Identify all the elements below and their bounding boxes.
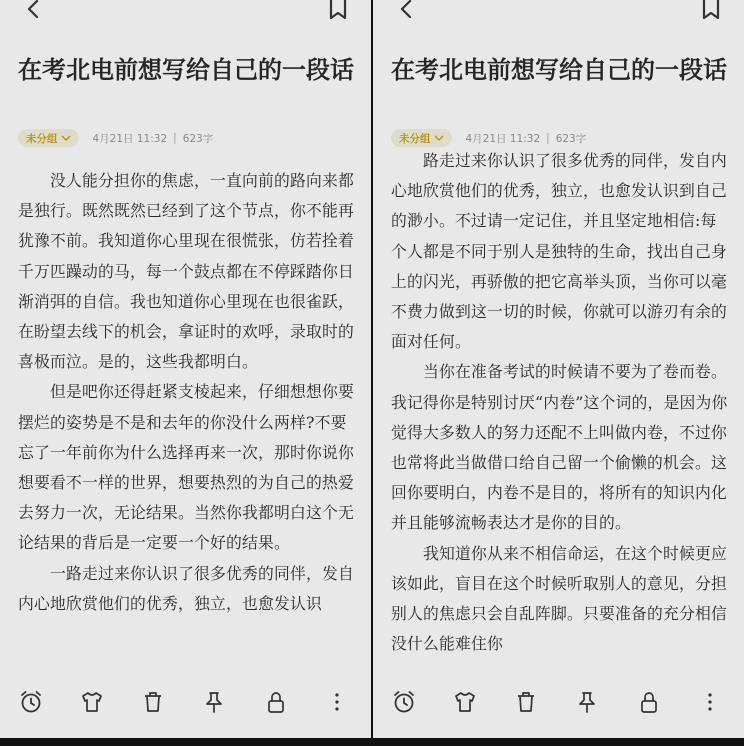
note-date: 4月21日 11:32 (465, 132, 541, 145)
note-date: 4月21日 11:32 (92, 132, 168, 145)
lock-icon[interactable] (637, 690, 661, 714)
pin-icon[interactable] (575, 690, 599, 714)
bookmark-icon[interactable] (700, 0, 722, 22)
alarm-icon[interactable] (392, 690, 416, 714)
trash-icon[interactable] (514, 690, 538, 714)
top-bar (373, 0, 744, 30)
group-label: 未分组 (399, 132, 431, 145)
group-selector[interactable] (18, 129, 79, 147)
note-meta (18, 127, 213, 149)
chevron-down-icon (434, 135, 444, 141)
group-selector[interactable] (391, 129, 452, 147)
paragraph: 我知道你从来不相信命运，在这个时候更应该如此，盲目在这个时候听取别人的意见，分担别人的焦虑只会自乱阵脚。只要准备的充分相信没什么能难住你 (391, 543, 727, 654)
paragraph: 但是吧你还得赶紧支棱起来，仔细想想你要摆烂的姿势是不是和去年的你没什么两样?不要忘了一年前你为什么选择再来一次，那时你说你想要看不一样的世界，想要热烈的为自己的热爱去努力一次，无论结果。当然你我都明白这个无论结果的背后是一定要一个好的结果。 (18, 382, 354, 553)
paragraph: 当你在准备考试的时候请不要为了卷而卷。我记得你是特别讨厌“内卷”这个词的，是因为你觉得大多数人的努力还配不上叫做内卷，不过你也常将此当做借口给自己留一个偷懒的机会。这回你要明白，内卷不是目的，将所有的知识内化并且能够流畅表达才是你的目的。 (391, 362, 728, 533)
note-title[interactable]: 在考北电前想写给自己的一段话 (391, 56, 727, 84)
bottom-strip (0, 738, 744, 746)
bookmark-icon[interactable] (327, 0, 349, 22)
note-body[interactable] (18, 166, 355, 675)
group-label: 未分组 (26, 132, 58, 145)
word-count: 623字 (182, 132, 214, 145)
back-arrow-icon[interactable] (395, 0, 419, 22)
lock-icon[interactable] (264, 690, 288, 714)
note-title[interactable]: 在考北电前想写给自己的一段话 (18, 56, 354, 84)
back-arrow-icon[interactable] (22, 0, 46, 22)
paragraph: 没人能分担你的焦虑，一直向前的路向来都是独行。既然既然已经到了这个节点，你不能再犹豫不前。我知道你心里现在很慌张，仿若拴着千万匹躁动的马，每一个鼓点都在不停踩踏你日渐消弭的自信。我也知道你心里现在也很雀跃，在盼望去线下的机会，拿证时的欢呼，录取时的喜极而泣。是的，这些我都明白。 (18, 171, 354, 372)
top-bar (0, 0, 371, 30)
shirt-icon[interactable] (80, 690, 104, 714)
more-icon[interactable] (698, 690, 722, 714)
trash-icon[interactable] (141, 690, 165, 714)
note-body[interactable] (391, 150, 728, 675)
shirt-icon[interactable] (453, 690, 477, 714)
paragraph: 路走过来你认识了很多优秀的同伴，发自内心地欣赏他们的优秀，独立，也愈发认识到自己的渺小。不过请一定记住，并且坚定地相信:每个人都是不同于别人是独特的生命，找出自己身上的闪光，再骄傲的把它高举头顶，当你可以毫不费力做到这一切的时候，你就可以游刃有余的面对任何。 (391, 151, 727, 352)
note-panel-left (0, 0, 371, 746)
more-icon[interactable] (325, 690, 349, 714)
paragraph: 一路走过来你认识了很多优秀的同伴，发自内心地欣赏他们的优秀，独立，也愈发认识 (18, 563, 354, 613)
alarm-icon[interactable] (19, 690, 43, 714)
note-panel-right (373, 0, 744, 746)
pin-icon[interactable] (202, 690, 226, 714)
note-meta (391, 127, 586, 149)
chevron-down-icon (61, 135, 71, 141)
meta-separator: | (173, 132, 177, 144)
meta-separator: | (546, 132, 550, 144)
word-count: 623字 (555, 132, 587, 145)
